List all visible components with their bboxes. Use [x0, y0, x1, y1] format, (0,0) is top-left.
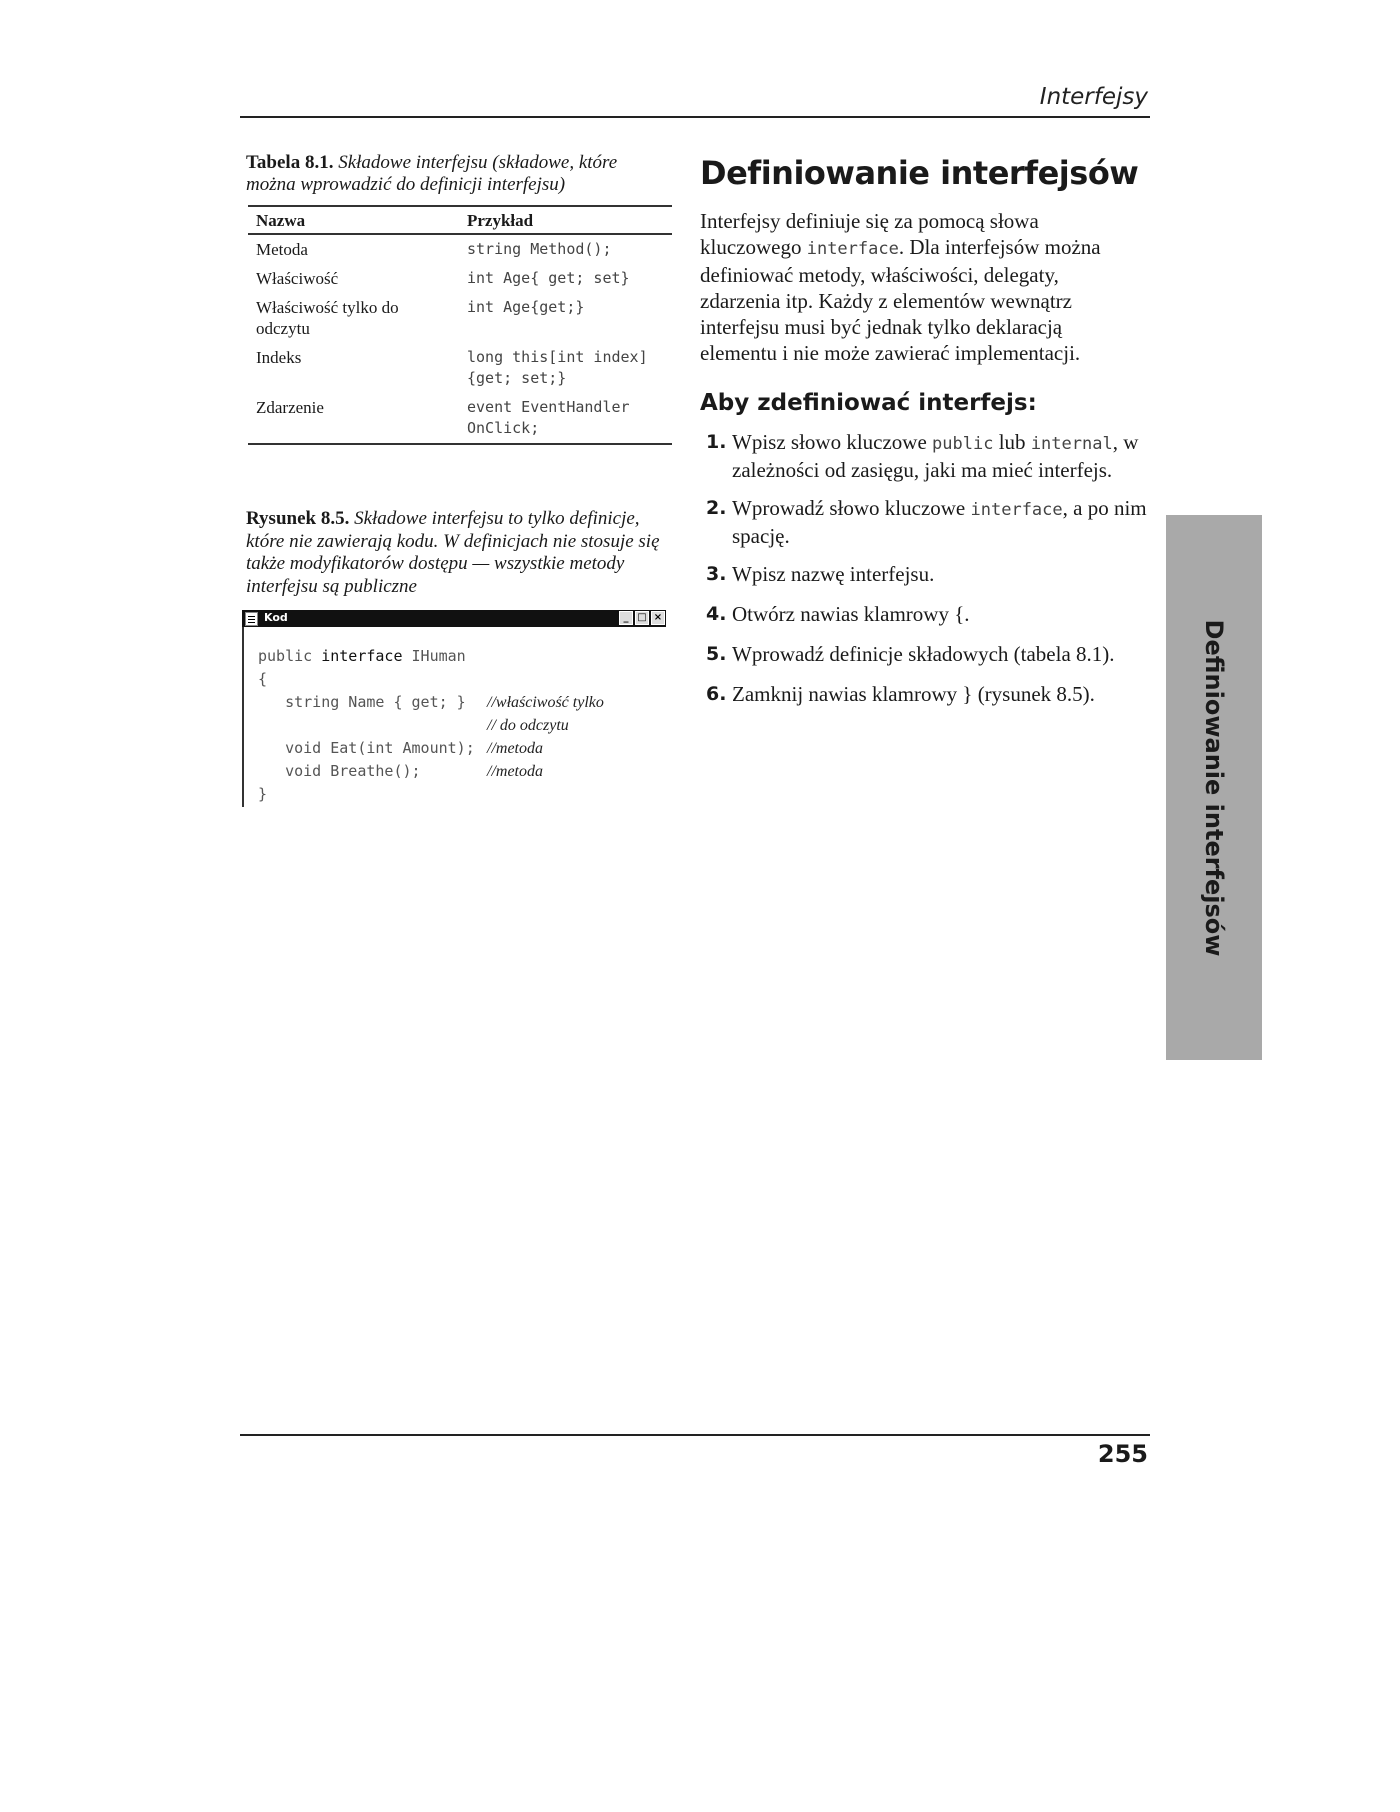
- intro-text: Interfejsy definiuje się za pomocą słowa kluczowego: [700, 209, 1039, 259]
- code-comment: // do odczytu: [487, 717, 569, 734]
- step-text: lub: [993, 430, 1031, 454]
- cell-example: long this[int index]{get; set;}: [467, 348, 648, 387]
- code-comment: //metoda: [487, 740, 543, 757]
- code-comment: //metoda: [487, 763, 543, 780]
- code-comment: //właściwość tylko: [487, 694, 604, 711]
- table-row: [248, 343, 672, 393]
- step-number: 1.: [706, 431, 727, 453]
- step-text: Wpisz słowo kluczowe: [732, 430, 933, 454]
- code-line: void Eat(int Amount);: [258, 739, 475, 757]
- inline-code: internal: [1030, 434, 1113, 454]
- cell-example: string Method();: [467, 240, 612, 258]
- column-header-example: Przykład: [459, 206, 672, 234]
- step-item: [706, 601, 1148, 627]
- code-line: [258, 647, 466, 665]
- code-line: {: [258, 670, 268, 688]
- cell-name: Właściwość: [256, 269, 339, 288]
- table-row: [248, 393, 672, 444]
- table-row: [248, 293, 672, 343]
- cell-example: int Age{get;}: [467, 298, 585, 316]
- cell-name: Właściwość tylko do odczytu: [256, 298, 399, 338]
- thumb-tab-label: Definiowanie interfejsów: [1200, 619, 1228, 956]
- code-token: IHuman: [402, 647, 466, 665]
- window-titlebar[interactable]: [242, 610, 666, 627]
- inline-code: interface: [970, 500, 1063, 520]
- code-line: void Breathe();: [258, 762, 421, 780]
- interface-members-table: [248, 205, 672, 445]
- step-number: 6.: [706, 683, 727, 705]
- cell-name: Zdarzenie: [248, 393, 459, 444]
- step-number: 2.: [706, 497, 727, 519]
- cell-name: Metoda: [256, 240, 308, 259]
- step-text: Wprowadź słowo kluczowe: [732, 496, 971, 520]
- table-caption-text: Składowe interfejsu (składowe, które można wprowadzić do definicji interfejsu): [246, 152, 618, 195]
- intro-text: . Dla interfejsów można definiować metody, właściwości, delegaty, zdarzenia itp. Każdy z elementów wewnątrz interfejsu musi być jednak tylko deklaracją elementu i nie może zawierać implementacji.: [700, 235, 1101, 365]
- step-item: [706, 495, 1148, 549]
- step-item: [706, 641, 1148, 667]
- minimize-icon[interactable]: _: [619, 611, 633, 625]
- table-row: [248, 264, 672, 293]
- step-number: 5.: [706, 643, 727, 665]
- step-text: , a po nim spację.: [732, 496, 1147, 548]
- steps-heading: Aby zdefiniować interfejs:: [700, 390, 1037, 416]
- code-token: public: [258, 647, 322, 665]
- code-line: string Name { get; }: [258, 693, 466, 711]
- step-text: Zamknij nawias klamrowy } (rysunek 8.5).: [732, 682, 1095, 706]
- cell-name: Indeks: [256, 348, 302, 367]
- cell-example: int Age{ get; set}: [467, 269, 630, 287]
- step-text: Otwórz nawias klamrowy {.: [732, 602, 970, 626]
- window-title: Kod: [264, 611, 288, 624]
- window-icon: [245, 612, 258, 626]
- table-header-row: [248, 206, 672, 234]
- table-row: [248, 234, 672, 264]
- step-number: 3.: [706, 563, 727, 585]
- window-controls: [619, 611, 665, 625]
- column-header-name: Nazwa: [248, 206, 459, 234]
- step-item: [706, 429, 1148, 483]
- footer-rule: [240, 1434, 1150, 1436]
- figure-label: Rysunek 8.5.: [246, 508, 350, 529]
- table-caption: [246, 152, 666, 196]
- step-number: 4.: [706, 603, 727, 625]
- maximize-icon[interactable]: □: [635, 611, 649, 625]
- thumb-tab: [1166, 515, 1262, 1060]
- running-head: Interfejsy: [1039, 84, 1148, 110]
- page-number: 255: [1097, 1440, 1148, 1468]
- cell-example: event EventHandler OnClick;: [459, 393, 672, 444]
- figure-caption: [246, 508, 676, 598]
- close-icon[interactable]: ×: [651, 611, 665, 625]
- step-text: Wpisz nazwę interfejsu.: [732, 562, 935, 586]
- figure-caption-text: Składowe interfejsu to tylko definicje, które nie zawierają kodu. W definicjach nie stosuje się także modyfikatorów dostępu — wszystkie metody interfejsu są publiczne: [246, 508, 660, 597]
- steps-list: [706, 429, 1148, 707]
- code-line: }: [258, 785, 268, 803]
- code-window: [242, 610, 666, 803]
- step-text: Wprowadź definicje składowych (tabela 8.1).: [732, 642, 1115, 666]
- step-item: [706, 681, 1148, 707]
- step-item: [706, 561, 1148, 587]
- section-title: Definiowanie interfejsów: [700, 154, 1139, 192]
- table-label: Tabela 8.1.: [246, 152, 334, 173]
- inline-code: public: [932, 434, 994, 454]
- step-text: , w zależności od zasięgu, jaki ma mieć interfejs.: [732, 430, 1139, 482]
- inline-code: interface: [806, 239, 899, 259]
- code-keyword: interface: [321, 647, 403, 665]
- header-rule: [240, 116, 1150, 118]
- code-body: [242, 627, 668, 807]
- intro-paragraph: [700, 208, 1142, 366]
